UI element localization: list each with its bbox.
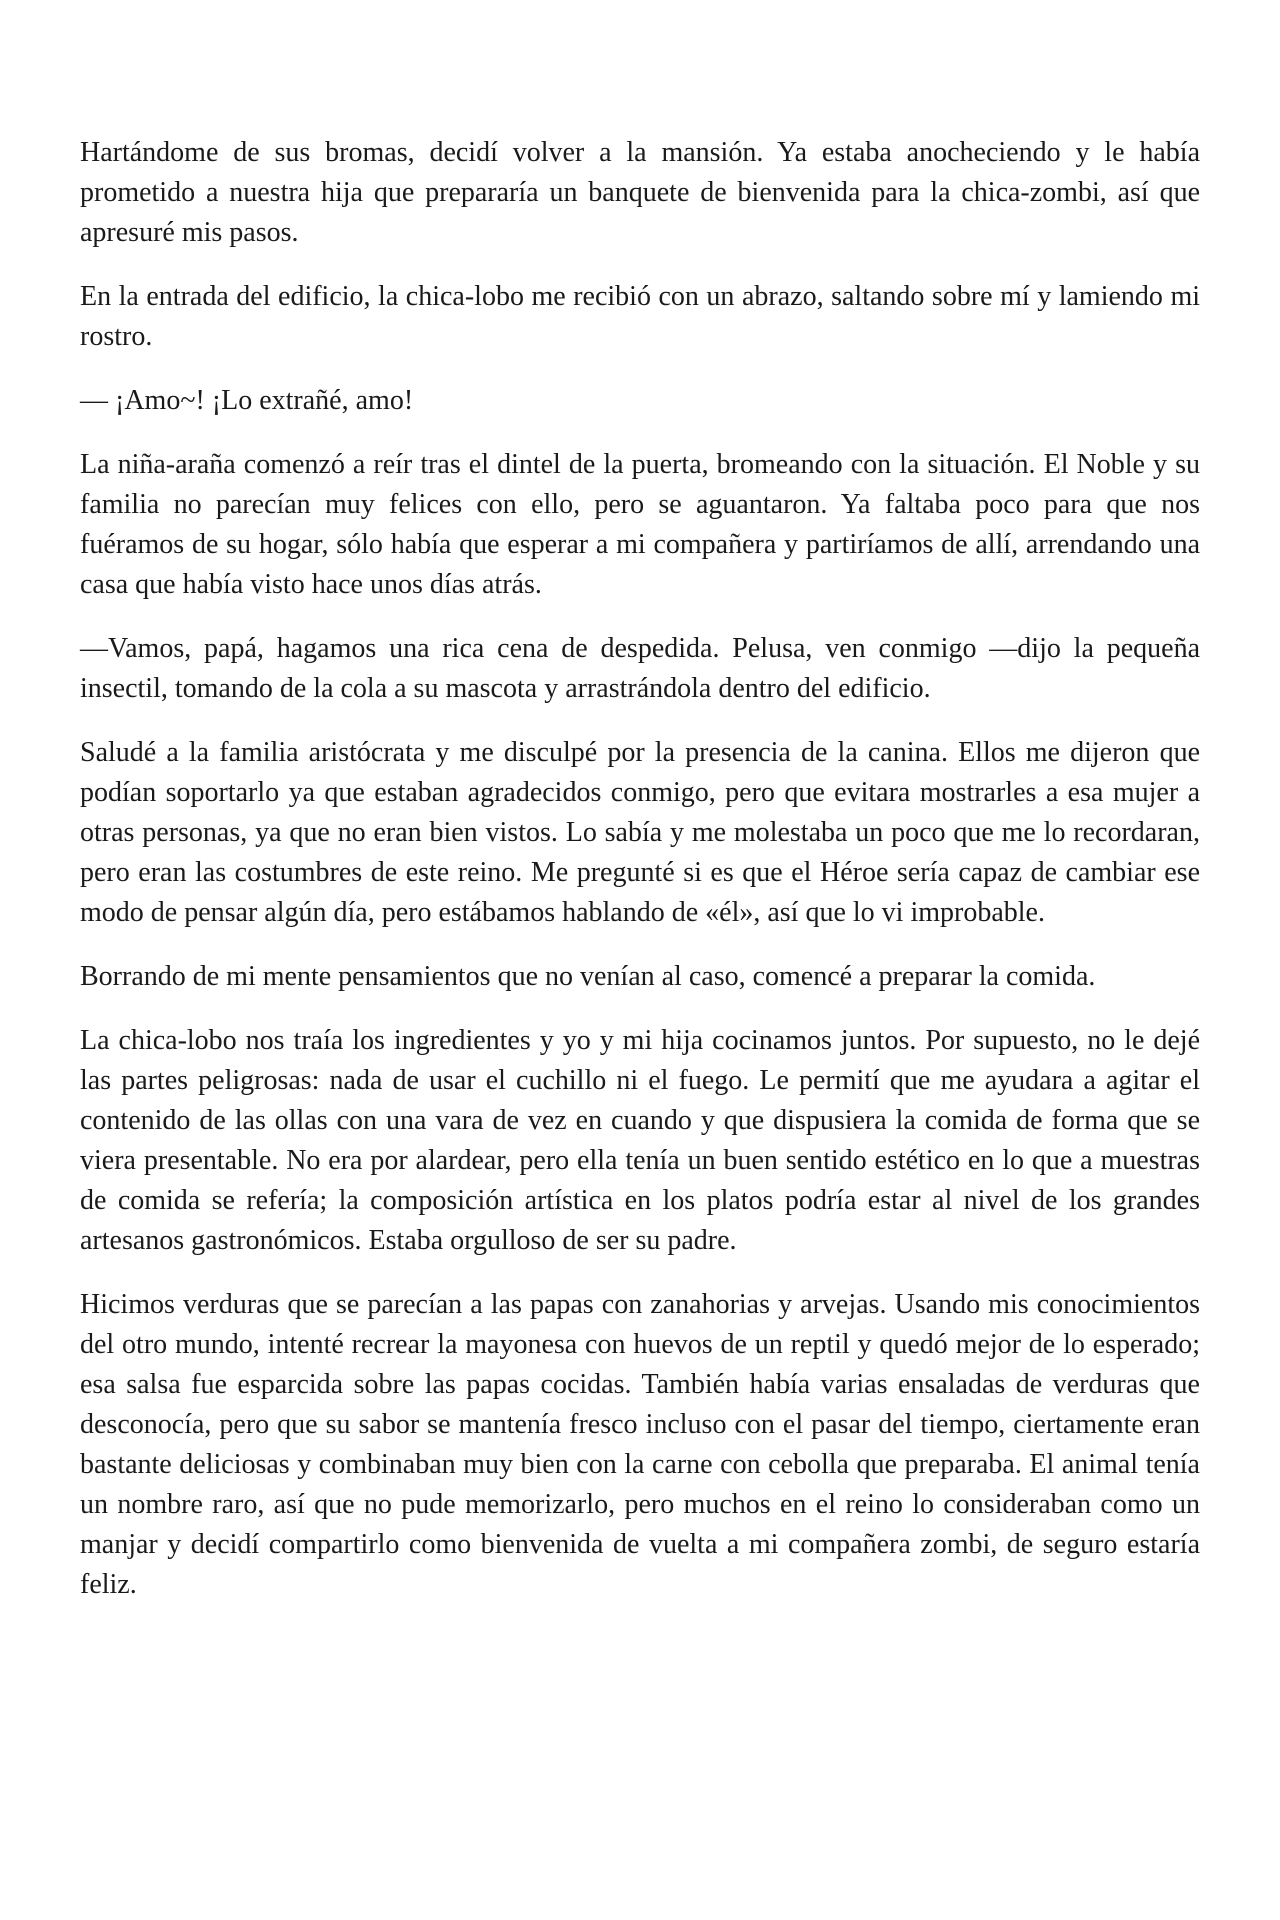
document-page <box>80 133 1200 1629</box>
paragraph-6: Saludé a la familia aristócrata y me disculpé por la presencia de la canina. Ellos me dijeron que podían soportarlo ya que estaban agradecidos conmigo, pero que evitara mostrarles a esa mujer a otras personas, ya que no eran bien vistos. Lo sabía y me molestaba un poco que me lo recordaran, pero eran las costumbres de este reino. Me pregunté si es que el Héroe sería capaz de cambiar ese modo de pensar algún día, pero estábamos hablando de «él», así que lo vi improbable. <box>80 737 1200 928</box>
paragraph-5-dialogue: —Vamos, papá, hagamos una rica cena de despedida. Pelusa, ven conmigo —dijo la pequeña insectil, tomando de la cola a su mascota y arrastrándola dentro del edificio. <box>80 633 1200 704</box>
paragraph-2: En la entrada del edificio, la chica-lobo me recibió con un abrazo, saltando sobre mí y lamiendo mi rostro. <box>80 281 1200 352</box>
paragraph-9: Hicimos verduras que se parecían a las papas con zanahorias y arvejas. Usando mis conocimientos del otro mundo, intenté recrear la mayonesa con huevos de un reptil y quedó mejor de lo esperado; esa salsa fue esparcida sobre las papas cocidas. También había varias ensaladas de verduras que desconocía, pero que su sabor se mantenía fresco incluso con el pasar del tiempo, ciertamente eran bastante deliciosas y combinaban muy bien con la carne con cebolla que preparaba. El animal tenía un nombre raro, así que no pude memorizarlo, pero muchos en el reino lo consideraban como un manjar y decidí compartirlo como bienvenida de vuelta a mi compañera zombi, de seguro estaría feliz. <box>80 1289 1200 1600</box>
paragraph-8: La chica-lobo nos traía los ingredientes y yo y mi hija cocinamos juntos. Por supuesto, no le dejé las partes peligrosas: nada de usar el cuchillo ni el fuego. Le permití que me ayudara a agitar el contenido de las ollas con una vara de vez en cuando y que dispusiera la comida de forma que se viera presentable. No era por alardear, pero ella tenía un buen sentido estético en lo que a muestras de comida se refería; la composición artística en los platos podría estar al nivel de los grandes artesanos gastronómicos. Estaba orgulloso de ser su padre. <box>80 1025 1200 1256</box>
paragraph-4: La niña-araña comenzó a reír tras el dintel de la puerta, bromeando con la situación. El Noble y su familia no parecían muy felices con ello, pero se aguantaron. Ya faltaba poco para que nos fuéramos de su hogar, sólo había que esperar a mi compañera y partiríamos de allí, arrendando una casa que había visto hace unos días atrás. <box>80 449 1200 600</box>
paragraph-3-dialogue: — ¡Amo~! ¡Lo extrañé, amo! <box>80 385 414 416</box>
paragraph-7: Borrando de mi mente pensamientos que no venían al caso, comencé a preparar la comida. <box>80 961 1096 992</box>
paragraph-1: Hartándome de sus bromas, decidí volver a la mansión. Ya estaba anocheciendo y le había prometido a nuestra hija que prepararía un banquete de bienvenida para la chica-zombi, así que apresuré mis pasos. <box>80 137 1200 248</box>
